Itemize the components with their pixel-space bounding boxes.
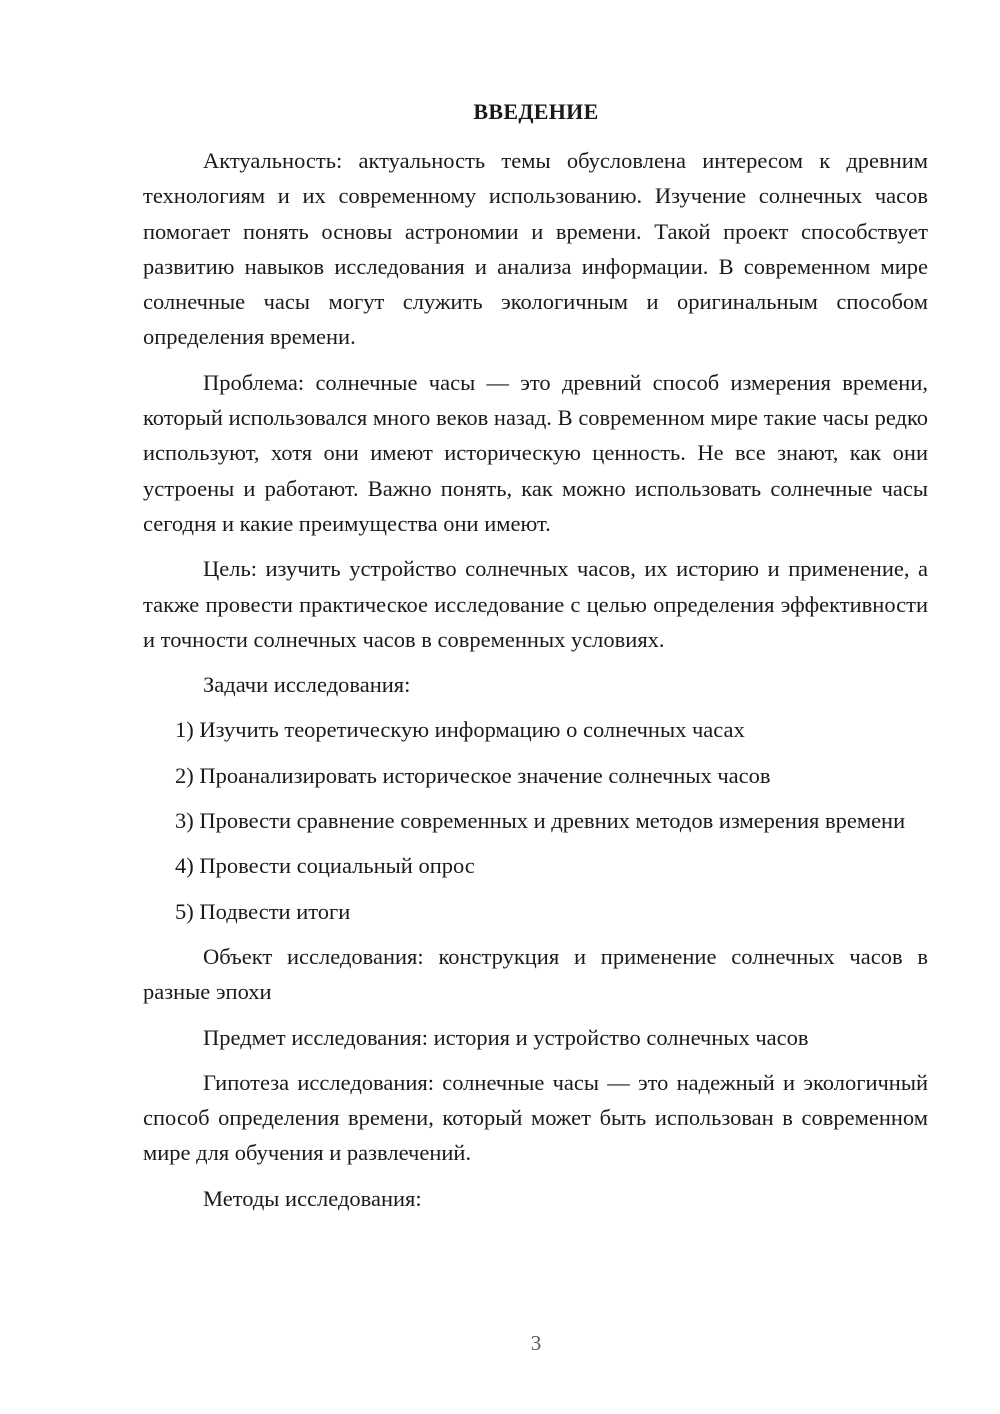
section-heading: ВВЕДЕНИЕ (473, 99, 599, 124)
paragraph-subject: Предмет исследования: история и устройство солнечных часов (203, 1024, 809, 1050)
paragraph-problem: Проблема: солнечные часы — это древний способ измерения времени, который использовался много веков назад. В современном мире такие часы редко используют, хотя они имеют историческую ценность. Не все знают, как они устроены и работают. Важно понять, как можно использовать солнечные часы сегодня и какие преимущества они имеют. (143, 369, 928, 536)
paragraph-object: Объект исследования: конструкция и применение солнечных часов в разные эпохи (143, 943, 928, 1005)
list-item: 3) Провести сравнение современных и древних методов измерения времени (175, 808, 906, 834)
paragraph-methods: Методы исследования: (203, 1185, 422, 1211)
list-item: 1) Изучить теоретическую информацию о солнечных часах (175, 717, 745, 743)
paragraph-goal: Цель: изучить устройство солнечных часов, их историю и применение, а также провести практическое исследование с целью определения эффективности и точности солнечных часов в современных условиях. (143, 556, 928, 652)
list-item: 4) Провести социальный опрос (175, 853, 475, 879)
list-item: 5) Подвести итоги (175, 898, 351, 924)
paragraph-tasks-heading: Задачи исследования: (203, 672, 411, 698)
body-text (143, 143, 928, 1226)
paragraph-hypothesis: Гипотеза исследования: солнечные часы — это надежный и экологичный способ определения времени, который может быть использован в современном мире для обучения и развлечений. (143, 1069, 928, 1166)
paragraph-relevance: Актуальность: актуальность темы обусловлена интересом к древним технологиям и их современному использованию. Изучение солнечных часов помогает понять основы астрономии и времени. Такой проект способствует развитию навыков исследования и анализа информации. В современном мире солнечные часы могут служить экологичным и оригинальным способом определения времени. (143, 148, 928, 350)
page-number: 3 (530, 1331, 542, 1355)
list-item: 2) Проанализировать историческое значение солнечных часов (175, 762, 771, 788)
